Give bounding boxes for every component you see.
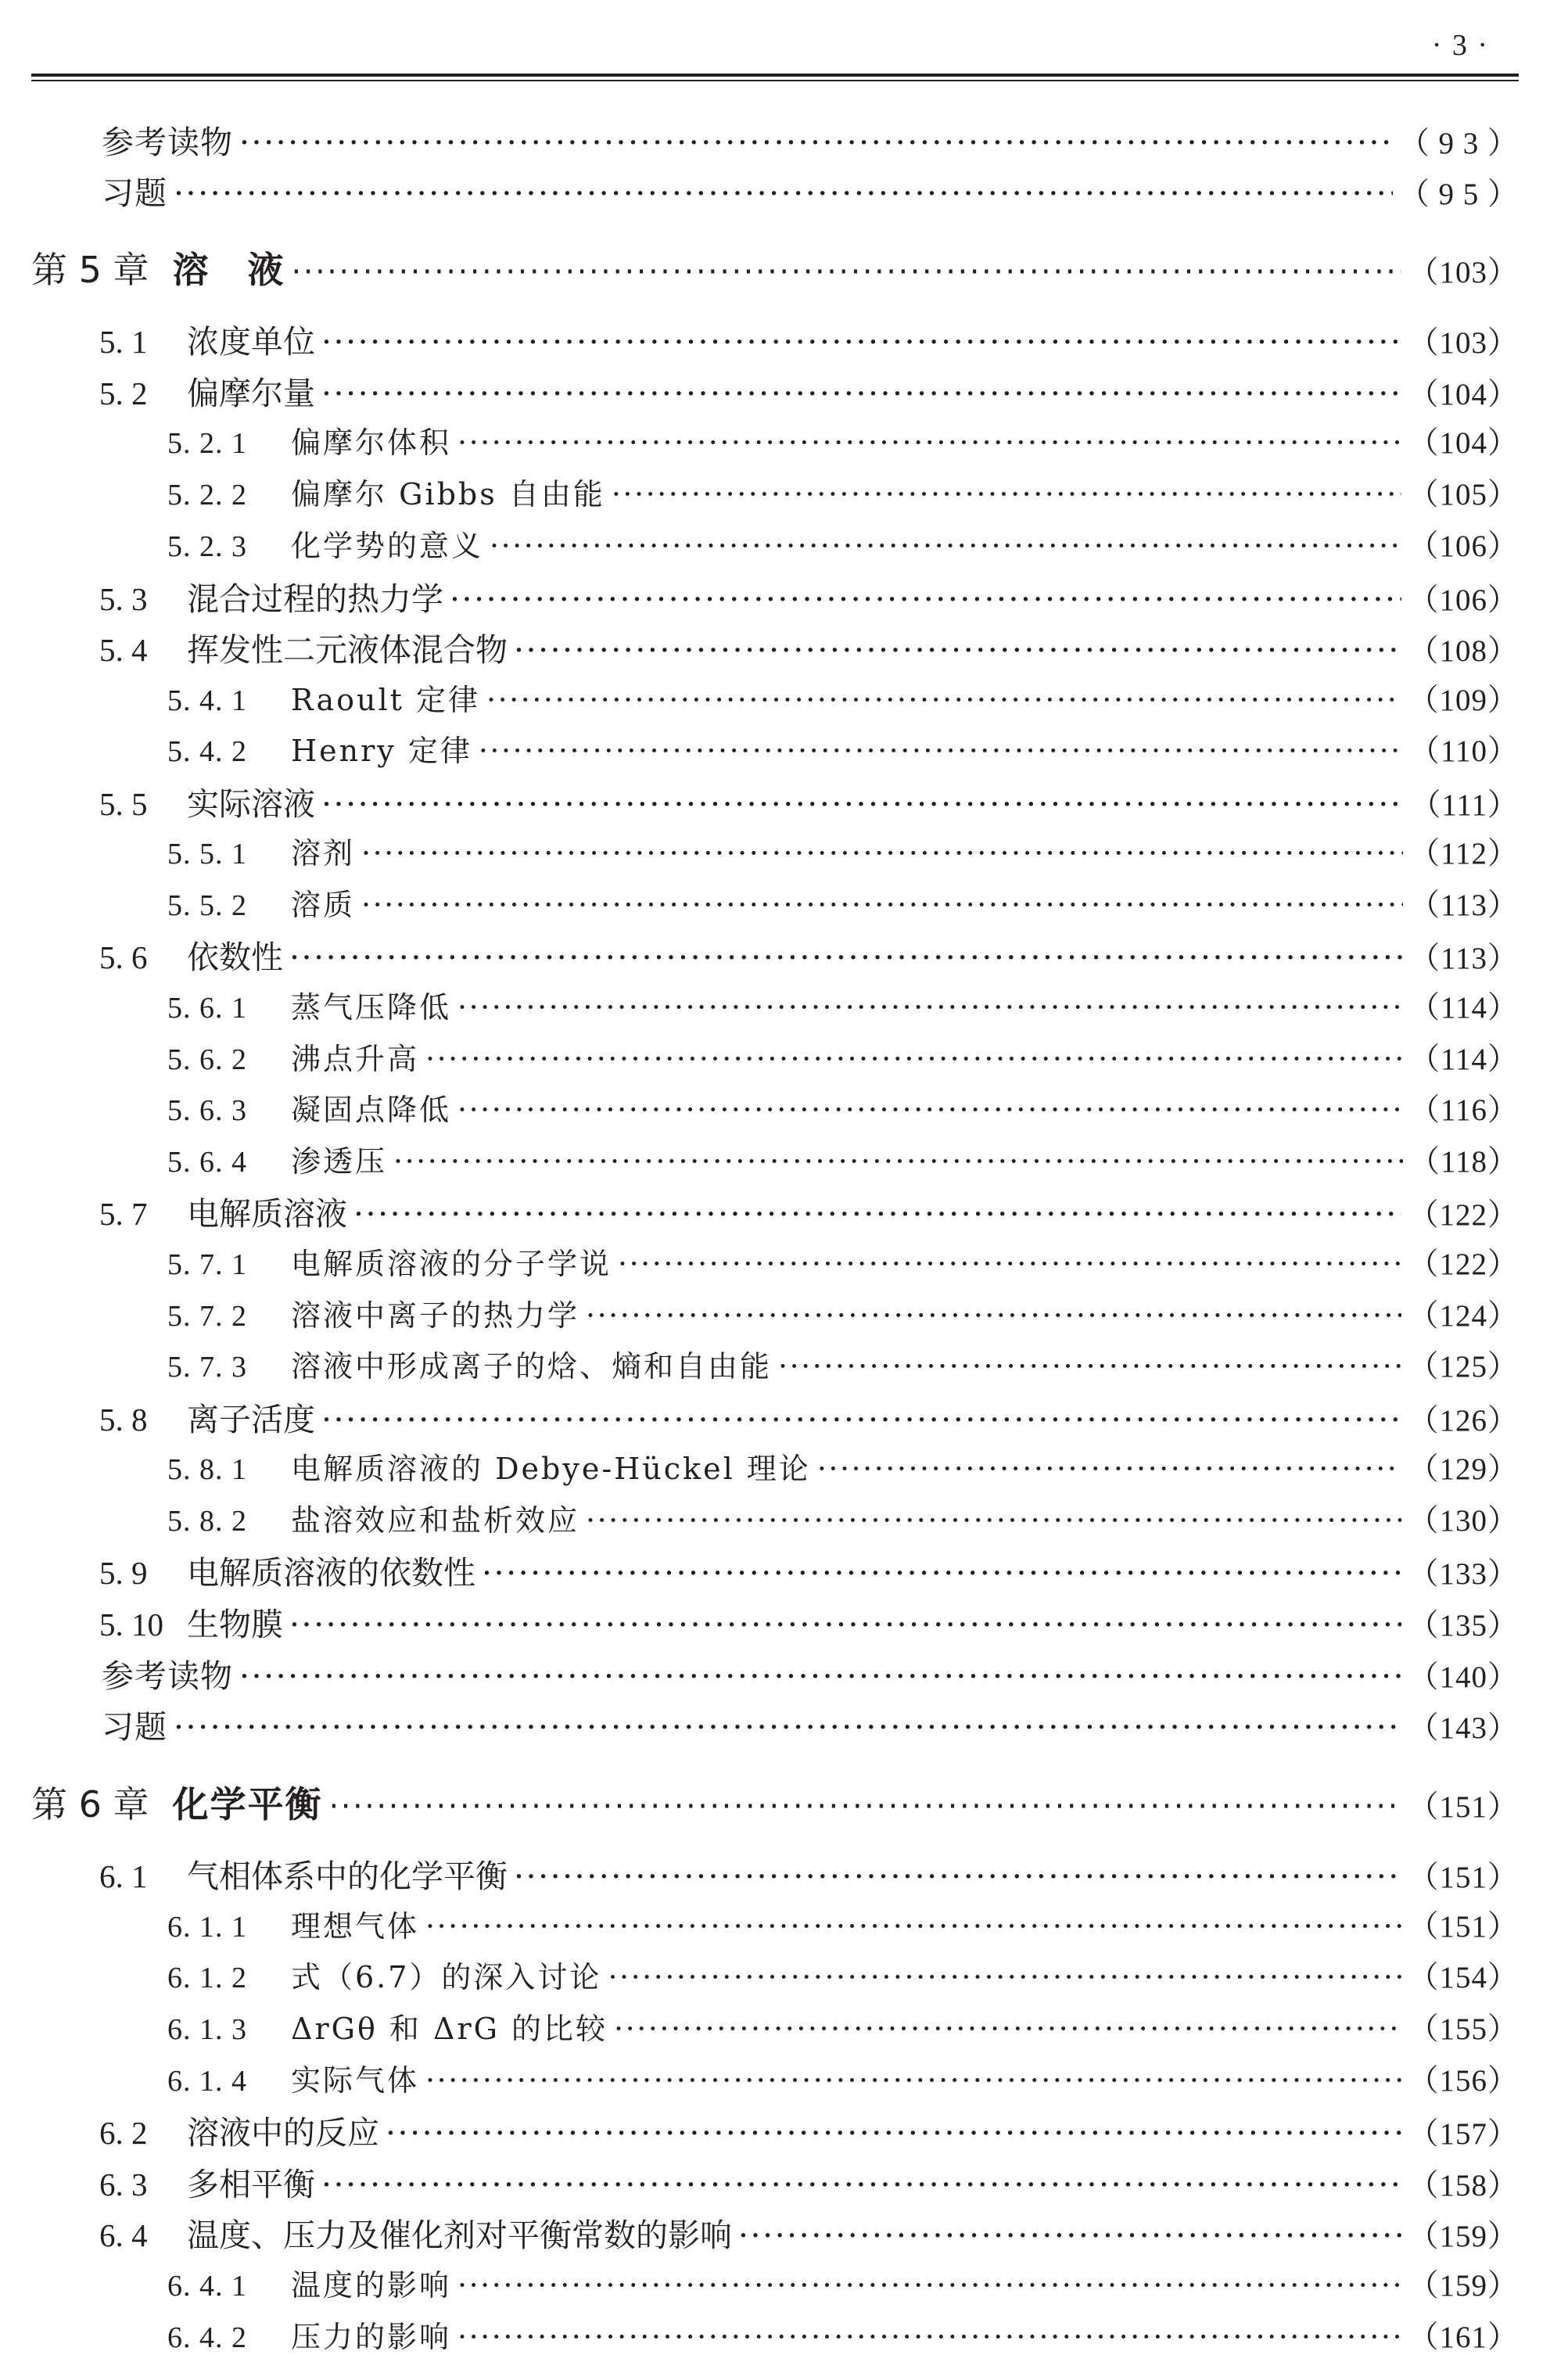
page-header bbox=[31, 0, 1519, 86]
toc-section-entry[interactable] bbox=[99, 2209, 1519, 2256]
toc-entry-number: 6. 1. 1 bbox=[167, 1911, 247, 1944]
toc-entry-page: （135） bbox=[1408, 1609, 1519, 1642]
dot-leader bbox=[457, 2320, 1401, 2354]
toc-entry-page: （106） bbox=[1408, 529, 1519, 563]
toc-entry-number: 第 6 章 bbox=[31, 1783, 149, 1825]
dot-leader bbox=[490, 529, 1401, 563]
toc-entry-page: （113） bbox=[1408, 942, 1519, 975]
toc-entry-number: 5. 2. 2 bbox=[167, 479, 247, 512]
toc-entry-number: 5. 6. 3 bbox=[167, 1094, 247, 1127]
toc-entry-title: 渗透压 bbox=[291, 1144, 388, 1179]
toc-subsection-entry[interactable] bbox=[167, 727, 1519, 770]
header-rule-thin bbox=[31, 80, 1519, 81]
toc-entry-number: 5. 6. 2 bbox=[167, 1043, 247, 1076]
toc-entry-page: （143） bbox=[1408, 1711, 1519, 1745]
toc-entry-page: （151） bbox=[1408, 1790, 1519, 1824]
toc-entry-page: （161） bbox=[1408, 2321, 1519, 2354]
toc-entry-number: 5. 3 bbox=[99, 581, 148, 617]
toc-entry-title: 电解质溶液 bbox=[187, 1195, 347, 1233]
toc-entry-title: 依数性 bbox=[187, 939, 283, 976]
toc-entry-title: 化学势的意义 bbox=[291, 529, 484, 563]
toc-entry-page: （106） bbox=[1408, 583, 1519, 617]
toc-section-entry[interactable] bbox=[99, 932, 1519, 978]
toc-chapter-entry[interactable] bbox=[31, 242, 1519, 293]
toc-subsection-entry[interactable] bbox=[167, 522, 1519, 565]
toc-entry-number: 5. 7. 1 bbox=[167, 1248, 247, 1281]
dot-leader bbox=[321, 1401, 1401, 1438]
dot-leader bbox=[514, 1858, 1401, 1895]
toc-subsection-entry[interactable] bbox=[167, 983, 1519, 1027]
dot-leader bbox=[608, 1960, 1401, 1994]
header-rule-thick bbox=[31, 74, 1519, 77]
dot-leader bbox=[174, 1708, 1401, 1746]
toc-entry-page: （151） bbox=[1408, 1910, 1519, 1944]
toc-entry-title: 多相平衡 bbox=[187, 2166, 315, 2203]
toc-entry-number: 5. 5. 2 bbox=[167, 889, 247, 922]
dot-leader bbox=[292, 254, 1402, 290]
toc-entry-page: （122） bbox=[1408, 1198, 1519, 1232]
toc-back-matter-entry[interactable] bbox=[102, 1650, 1519, 1696]
toc-entry-title: 偏摩尔体积 bbox=[291, 425, 452, 460]
dot-leader bbox=[614, 2012, 1401, 2046]
toc-subsection-entry[interactable] bbox=[167, 2313, 1519, 2357]
toc-entry-title: 参考读物 bbox=[102, 1657, 233, 1695]
dot-leader bbox=[450, 580, 1401, 618]
toc-entry-number: 5. 5. 1 bbox=[167, 838, 247, 871]
toc-subsection-entry[interactable] bbox=[167, 418, 1519, 462]
toc-entry-page: （113） bbox=[1408, 888, 1519, 922]
toc-entry-page: （126） bbox=[1408, 1404, 1519, 1438]
toc-subsection-entry[interactable] bbox=[167, 1035, 1519, 1079]
toc-entry-title: 温度、压力及催化剂对平衡常数的影响 bbox=[187, 2217, 732, 2254]
toc-entry-number: 5. 8. 1 bbox=[167, 1453, 247, 1486]
toc-entry-title: 溶液中离子的热力学 bbox=[291, 1298, 580, 1333]
dot-leader bbox=[361, 888, 1403, 922]
dot-leader bbox=[425, 1909, 1401, 1944]
toc-back-matter-entry[interactable] bbox=[102, 167, 1519, 214]
dot-leader bbox=[486, 683, 1401, 717]
toc-back-matter-entry[interactable] bbox=[102, 117, 1519, 163]
toc-entry-number: 第 5 章 bbox=[31, 249, 149, 291]
page-number: · 3 · bbox=[1431, 29, 1489, 62]
dot-leader bbox=[817, 1452, 1402, 1486]
toc-entry-title: 压力的影响 bbox=[291, 2320, 452, 2354]
toc-entry-title: 混合过程的热力学 bbox=[187, 580, 443, 618]
toc-entry-number: 6. 1. 4 bbox=[167, 2065, 247, 2098]
toc-entry-page: （156） bbox=[1408, 2064, 1519, 2098]
toc-entry-page: （140） bbox=[1408, 1660, 1519, 1694]
toc-entry-title: 离子活度 bbox=[187, 1401, 315, 1438]
toc-entry-page: （103） bbox=[1408, 326, 1519, 360]
toc-entry-page: （157） bbox=[1408, 2117, 1519, 2151]
toc-entry-title: 生物膜 bbox=[187, 1606, 283, 1643]
toc-entry-title: 浓度单位 bbox=[187, 323, 315, 361]
dot-leader bbox=[482, 1554, 1401, 1592]
toc-entry-page: （159） bbox=[1408, 2220, 1519, 2253]
dot-leader bbox=[586, 1298, 1401, 1333]
toc-entry-title: 溶液中的反应 bbox=[187, 2114, 379, 2152]
toc-entry-title: 溶质 bbox=[291, 888, 356, 922]
toc-entry-page: （122） bbox=[1408, 1247, 1519, 1281]
toc-entry-page: （124） bbox=[1408, 1299, 1519, 1333]
toc-entry-title: 电解质溶液的分子学说 bbox=[291, 1247, 612, 1281]
toc-entry-number: 5. 4. 1 bbox=[167, 684, 247, 717]
dot-leader bbox=[321, 375, 1401, 412]
toc-entry-number: 6. 4 bbox=[99, 2217, 148, 2253]
toc-entry-page: （103） bbox=[1408, 256, 1519, 289]
toc-entry-title: 偏摩尔量 bbox=[187, 375, 315, 412]
dot-leader bbox=[174, 174, 1393, 212]
dot-leader bbox=[393, 1144, 1403, 1179]
toc-section-entry[interactable] bbox=[99, 2159, 1519, 2205]
toc-entry-title: 参考读物 bbox=[102, 124, 233, 161]
toc-subsection-entry[interactable] bbox=[167, 2261, 1519, 2305]
toc-entry-title: 电解质溶液的 Debye-Hückel 理论 bbox=[291, 1452, 811, 1486]
dot-leader bbox=[386, 2114, 1401, 2152]
toc-entry-title: 凝固点降低 bbox=[291, 1093, 452, 1127]
toc-entry-number: 5. 4. 2 bbox=[167, 735, 247, 768]
toc-section-entry[interactable] bbox=[99, 1188, 1519, 1234]
toc-entry-title: 实际气体 bbox=[291, 2063, 420, 2098]
toc-entry-title: 习题 bbox=[102, 174, 167, 212]
toc-subsection-entry[interactable] bbox=[167, 1137, 1519, 1181]
toc-entry-page: （105） bbox=[1408, 478, 1519, 512]
toc-entry-number: 6. 3 bbox=[99, 2166, 148, 2202]
toc-entry-page: （116） bbox=[1408, 1093, 1519, 1127]
toc-entry-page: （104） bbox=[1408, 426, 1519, 460]
dot-leader bbox=[479, 734, 1403, 768]
toc-entry-title: Raoult 定律 bbox=[291, 683, 480, 717]
toc-entry-page: （111） bbox=[1410, 788, 1519, 822]
toc-subsection-entry[interactable] bbox=[167, 1902, 1519, 1946]
toc-entry-number: 5. 9 bbox=[99, 1555, 148, 1591]
toc-entry-number: 5. 10 bbox=[99, 1606, 163, 1642]
dot-leader bbox=[738, 2217, 1401, 2254]
dot-leader bbox=[239, 1657, 1401, 1695]
toc-section-entry[interactable] bbox=[99, 1851, 1519, 1897]
toc-entry-title: ΔrGθ 和 ΔrG 的比较 bbox=[291, 2012, 608, 2046]
toc-entry-title: 温度的影响 bbox=[291, 2268, 452, 2303]
dot-leader bbox=[514, 631, 1401, 669]
dot-leader bbox=[457, 1093, 1403, 1127]
toc-entry-number: 5. 8 bbox=[99, 1402, 148, 1438]
toc-subsection-entry[interactable] bbox=[167, 2056, 1519, 2100]
dot-leader bbox=[425, 1042, 1403, 1076]
toc-section-entry[interactable] bbox=[99, 2107, 1519, 2153]
dot-leader bbox=[425, 2063, 1401, 2098]
toc-entry-page: （159） bbox=[1408, 2269, 1519, 2303]
dot-leader bbox=[612, 477, 1402, 512]
toc-section-entry[interactable] bbox=[99, 573, 1519, 619]
dot-leader bbox=[457, 425, 1401, 460]
toc-subsection-entry[interactable] bbox=[167, 1445, 1519, 1488]
toc-entry-title: 气相体系中的化学平衡 bbox=[187, 1858, 508, 1895]
toc-entry-number: 5. 6. 4 bbox=[167, 1146, 247, 1179]
dot-leader bbox=[321, 2166, 1401, 2203]
toc-entry-number: 5. 7. 3 bbox=[167, 1351, 247, 1384]
dot-leader bbox=[329, 1789, 1402, 1825]
toc-entry-title: 电解质溶液的依数性 bbox=[187, 1554, 475, 1592]
toc-section-entry[interactable] bbox=[99, 1547, 1519, 1593]
toc-entry-title: 盐溶效应和盐析效应 bbox=[291, 1503, 580, 1538]
toc-entry-title: 溶剂 bbox=[291, 836, 356, 871]
toc-entry-number: 6. 1. 3 bbox=[167, 2013, 247, 2046]
toc-entry-page: （104） bbox=[1408, 378, 1519, 411]
toc-entry-page: （130） bbox=[1408, 1504, 1519, 1538]
toc-entry-number: 6. 2 bbox=[99, 2115, 148, 2151]
toc-entry-page: （112） bbox=[1408, 837, 1519, 871]
toc-back-matter-entry[interactable] bbox=[102, 1701, 1519, 1747]
toc-section-entry[interactable] bbox=[99, 1599, 1519, 1645]
toc-subsection-entry[interactable] bbox=[167, 1086, 1519, 1129]
toc-subsection-entry[interactable] bbox=[167, 676, 1519, 720]
dot-leader bbox=[618, 1247, 1401, 1281]
toc-section-entry[interactable] bbox=[99, 778, 1519, 824]
toc-entry-page: （158） bbox=[1408, 2169, 1519, 2202]
toc-entry-title: 理想气体 bbox=[291, 1909, 420, 1944]
toc-entry-title: 偏摩尔 Gibbs 自由能 bbox=[291, 477, 605, 512]
dot-leader bbox=[289, 1606, 1401, 1643]
dot-leader bbox=[321, 323, 1401, 361]
toc-entry-title: 实际溶液 bbox=[187, 785, 315, 823]
toc-entry-page: （151） bbox=[1408, 1861, 1519, 1894]
toc-entry-page: （118） bbox=[1408, 1145, 1519, 1179]
toc-entry-number: 6. 4. 2 bbox=[167, 2321, 247, 2354]
toc-entry-number: 6. 4. 1 bbox=[167, 2270, 247, 2303]
toc-entry-title: 习题 bbox=[102, 1708, 167, 1746]
toc-subsection-entry[interactable] bbox=[167, 1342, 1519, 1386]
toc-subsection-entry[interactable] bbox=[167, 829, 1519, 873]
toc-entry-number: 6. 1 bbox=[99, 1858, 148, 1894]
toc-entry-title: 溶液中形成离子的焓、熵和自由能 bbox=[291, 1349, 773, 1384]
dot-leader bbox=[586, 1503, 1401, 1538]
toc-entry-page: （155） bbox=[1408, 2012, 1519, 2046]
toc-entry-page: （114） bbox=[1408, 1043, 1519, 1076]
toc-entry-number: 6. 1. 2 bbox=[167, 1962, 247, 1994]
toc-subsection-entry[interactable] bbox=[167, 2005, 1519, 2048]
toc-entry-title: Henry 定律 bbox=[291, 734, 472, 768]
toc-entry-page: （110） bbox=[1408, 734, 1519, 768]
toc-subsection-entry[interactable] bbox=[167, 1240, 1519, 1283]
toc-section-entry[interactable] bbox=[99, 316, 1519, 362]
toc-entry-page: （114） bbox=[1408, 991, 1519, 1025]
toc-entry-number: 5. 2. 1 bbox=[167, 427, 247, 460]
toc-section-entry[interactable] bbox=[99, 368, 1519, 414]
toc-subsection-entry[interactable] bbox=[167, 470, 1519, 514]
toc-entry-number: 5. 7. 2 bbox=[167, 1300, 247, 1333]
toc-entry-number: 5. 6 bbox=[99, 939, 148, 975]
dot-leader bbox=[457, 990, 1403, 1025]
toc-entry-page: （ 9 3 ） bbox=[1398, 127, 1519, 160]
toc-entry-number: 5. 4 bbox=[99, 632, 148, 668]
toc-entry-title: 蒸气压降低 bbox=[291, 990, 452, 1025]
toc-entry-page: （129） bbox=[1408, 1452, 1519, 1486]
dot-leader bbox=[778, 1349, 1401, 1384]
toc-entry-title: 化学平衡 bbox=[172, 1783, 323, 1825]
toc-entry-page: （125） bbox=[1408, 1350, 1519, 1384]
dot-leader bbox=[353, 1195, 1401, 1233]
toc-entry-title: 溶 液 bbox=[172, 249, 285, 291]
toc-entry-title: 式（6.7）的深入讨论 bbox=[291, 1960, 602, 1994]
toc-entry-number: 5. 5 bbox=[99, 786, 148, 822]
toc-section-entry[interactable] bbox=[99, 624, 1519, 670]
toc-entry-page: （133） bbox=[1408, 1557, 1519, 1591]
toc-entry-title: 沸点升高 bbox=[291, 1042, 420, 1076]
toc-entry-number: 5. 7 bbox=[99, 1196, 148, 1232]
toc-entry-number: 5. 1 bbox=[99, 324, 148, 360]
toc-entry-number: 5. 6. 1 bbox=[167, 992, 247, 1025]
toc-section-entry[interactable] bbox=[99, 1394, 1519, 1440]
toc-entry-page: （109） bbox=[1408, 684, 1519, 717]
toc-entry-number: 5. 2. 3 bbox=[167, 530, 247, 563]
toc-entry-page: （ 9 5 ） bbox=[1398, 178, 1519, 211]
dot-leader bbox=[239, 124, 1393, 161]
toc-subsection-entry[interactable] bbox=[167, 1496, 1519, 1540]
dot-leader bbox=[457, 2268, 1401, 2303]
toc-chapter-entry[interactable] bbox=[31, 1776, 1519, 1828]
toc-subsection-entry[interactable] bbox=[167, 1291, 1519, 1335]
toc-entry-title: 挥发性二元液体混合物 bbox=[187, 631, 508, 669]
dot-leader bbox=[289, 939, 1403, 976]
toc-entry-number: 5. 8. 2 bbox=[167, 1505, 247, 1538]
toc-subsection-entry[interactable] bbox=[167, 1953, 1519, 1997]
toc-entry-number: 5. 2 bbox=[99, 375, 148, 411]
toc-entry-page: （154） bbox=[1408, 1961, 1519, 1994]
dot-leader bbox=[321, 785, 1404, 823]
toc-subsection-entry[interactable] bbox=[167, 881, 1519, 924]
toc-entry-page: （108） bbox=[1408, 634, 1519, 668]
dot-leader bbox=[361, 836, 1403, 871]
